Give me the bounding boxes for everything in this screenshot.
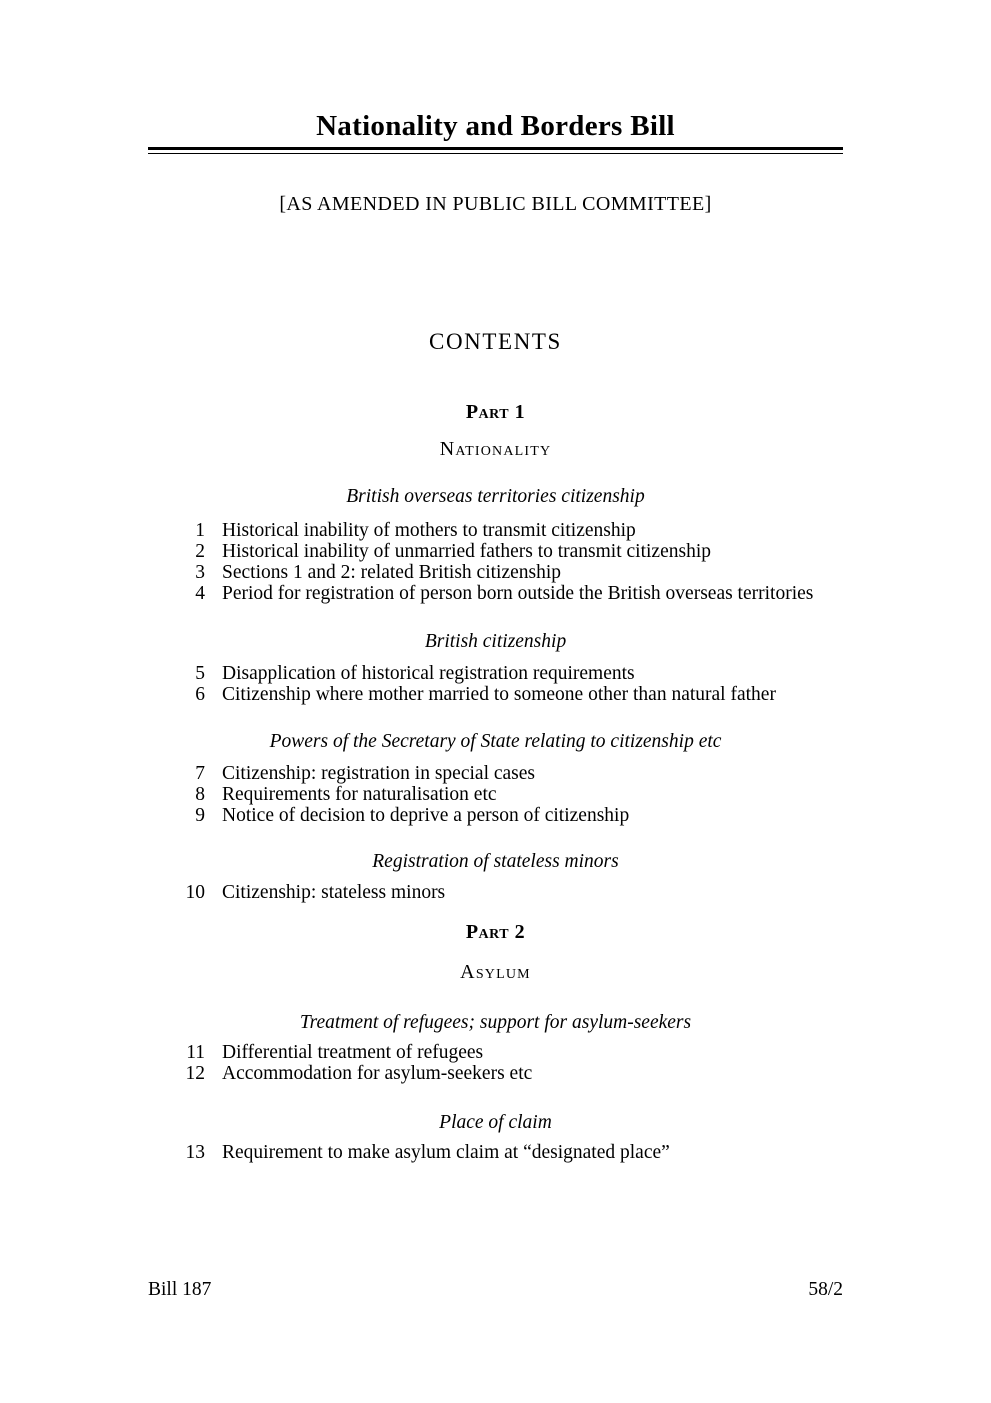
clause-number: 5 <box>195 663 205 684</box>
contents-item-group <box>148 520 843 604</box>
clause-number: 8 <box>195 784 205 805</box>
contents-item-group <box>148 882 843 903</box>
contents-item-group <box>148 663 843 705</box>
contents-item-group <box>148 1142 843 1163</box>
clause-title: Disapplication of historical registration requirements <box>222 663 635 684</box>
clause-number: 7 <box>195 763 205 784</box>
clause-number: 9 <box>195 805 205 826</box>
clause-title: Historical inability of mothers to transmit citizenship <box>222 520 636 541</box>
part-2-label: Part 2 <box>465 921 526 943</box>
clause-title: Notice of decision to deprive a person of citizenship <box>222 805 630 826</box>
bill-title: Nationality and Borders Bill <box>316 110 675 142</box>
clause-number: 1 <box>195 520 205 541</box>
contents-item <box>148 663 843 684</box>
contents-item <box>148 763 843 784</box>
part-1-title: Nationality <box>439 438 552 460</box>
contents-item <box>148 1142 843 1163</box>
clause-number: 10 <box>185 882 205 903</box>
clause-title: Differential treatment of refugees <box>222 1042 484 1063</box>
contents-item <box>148 684 843 705</box>
clause-number: 12 <box>185 1063 205 1084</box>
clause-title: Sections 1 and 2: related British citizenship <box>222 562 562 583</box>
contents-item-group <box>148 1042 843 1084</box>
title-rule <box>148 147 843 154</box>
contents-item <box>148 784 843 805</box>
contents-item <box>148 520 843 541</box>
clause-title: Citizenship where mother married to someone other than natural father <box>222 684 776 705</box>
clause-title: Period for registration of person born outside the British overseas territories <box>222 583 814 604</box>
clause-title: Requirement to make asylum claim at “designated place” <box>222 1142 670 1163</box>
contents-item <box>148 583 843 604</box>
amendment-subtitle: [AS AMENDED IN PUBLIC BILL COMMITTEE] <box>279 193 712 215</box>
part-1-label: Part 1 <box>465 401 526 423</box>
clause-number: 3 <box>195 562 205 583</box>
clause-number: 4 <box>195 583 205 604</box>
section-heading: Registration of stateless minors <box>372 851 619 872</box>
session-number: 58/2 <box>808 1279 843 1300</box>
clause-number: 11 <box>186 1042 205 1063</box>
contents-item <box>148 1042 843 1063</box>
contents-item-group <box>148 763 843 826</box>
contents-item <box>148 805 843 826</box>
clause-title: Citizenship: stateless minors <box>222 882 446 903</box>
contents-item <box>148 882 843 903</box>
contents-item <box>148 541 843 562</box>
clause-title: Citizenship: registration in special cases <box>222 763 535 784</box>
clause-title: Requirements for naturalisation etc <box>222 784 497 805</box>
clause-title: Accommodation for asylum-seekers etc <box>222 1063 533 1084</box>
clause-number: 13 <box>185 1142 205 1163</box>
part-2-title: Asylum <box>460 961 531 983</box>
section-heading: British overseas territories citizenship <box>346 486 645 507</box>
contents-item <box>148 562 843 583</box>
bill-number: Bill 187 <box>148 1279 212 1300</box>
section-heading: Place of claim <box>439 1112 552 1133</box>
contents-heading: CONTENTS <box>429 329 562 354</box>
contents-item <box>148 1063 843 1084</box>
clause-number: 2 <box>195 541 205 562</box>
section-heading: Powers of the Secretary of State relating to citizenship etc <box>269 731 722 752</box>
section-heading: Treatment of refugees; support for asylum-seekers <box>299 1012 692 1033</box>
clause-title: Historical inability of unmarried fathers to transmit citizenship <box>222 541 711 562</box>
section-heading: British citizenship <box>424 631 567 652</box>
clause-number: 6 <box>195 684 205 705</box>
